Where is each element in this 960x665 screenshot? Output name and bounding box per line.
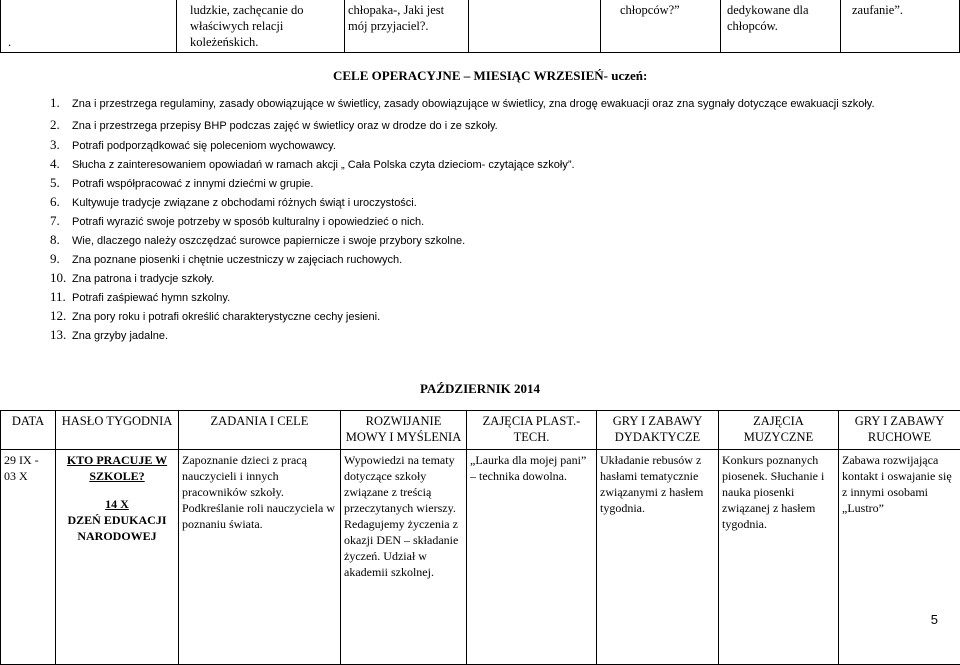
fragment-cell-2: ludzkie, zachęcanie do właściwych relacji koleżeńskich.: [190, 2, 310, 50]
objective-number: 7.: [50, 213, 72, 229]
haslo-event: DZEŃ EDUKACJI NARODOWEJ: [59, 512, 175, 544]
objective-text: Zna poznane piosenki i chętnie uczestniczy w zajęciach ruchowych.: [72, 254, 402, 266]
header-mowa: ROZWIJANIE MOWY I MYŚLENIA: [341, 411, 467, 450]
objective-item: [50, 137, 336, 154]
objective-text: Zna pory roku i potrafi określić charakterystyczne cechy jesieni.: [72, 311, 380, 323]
objective-text: Zna grzyby jadalne.: [72, 330, 168, 342]
objective-item: [50, 156, 575, 173]
objective-number: 10.: [50, 270, 72, 286]
objective-number: 2.: [50, 117, 72, 133]
table-row: [1, 450, 960, 665]
cell-date: 29 IX - 03 X: [1, 450, 56, 665]
objective-item: [50, 175, 313, 192]
cell-gry-ruchowe: Zabawa rozwijająca kontakt i oswajanie się z innymi osobami „Lustro”: [839, 450, 960, 665]
cell-mowa: Wypowiedzi na tematy dotyczące szkoły związane z treścią przeczytanych wierszy. Redagujemy życzenia z okazji DEN – składanie życzeń. Udział w akademii szkolnej.: [341, 450, 467, 665]
header-gry-dydaktyczne: GRY I ZABAWY DYDAKTYCZE: [597, 411, 719, 450]
objective-number: 11.: [50, 289, 72, 305]
objective-number: 12.: [50, 308, 72, 324]
cell-gry-dydaktyczne: Układanie rebusów z hasłami tematycznie związanymi z hasłem tygodnia.: [597, 450, 719, 665]
objective-text: Zna i przestrzega przepisy BHP podczas zajęć w świetlicy oraz w drodze do i ze szkoły.: [72, 120, 498, 132]
header-zadania: ZADANIA I CELE: [179, 411, 341, 450]
fragment-cell-5: dedykowane dla chłopców.: [727, 2, 837, 34]
objective-text: Zna patrona i tradycje szkoły.: [72, 273, 214, 285]
header-muzyczne: ZAJĘCIA MUZYCZNE: [719, 411, 839, 450]
month-plan-table: [0, 410, 960, 665]
fragment-cell-3: chłopaka-, Jaki jest mój przyjaciel?.: [348, 2, 458, 34]
objective-number: 8.: [50, 232, 72, 248]
objective-text: Potrafi zaśpiewać hymn szkolny.: [72, 292, 230, 304]
haslo-date: 14 X: [59, 496, 175, 512]
objective-number: 6.: [50, 194, 72, 210]
objective-number: 5.: [50, 175, 72, 191]
objective-item: [50, 308, 380, 325]
objective-number: 13.: [50, 327, 72, 343]
objective-text: Wie, dlaczego należy oszczędzać surowce papiernicze i swoje przybory szkolne.: [72, 235, 465, 247]
month-title: PAŹDZIERNIK 2014: [0, 381, 960, 397]
objective-text: Potrafi wyrazić swoje potrzeby w sposób kulturalny i opowiedzieć o nich.: [72, 216, 424, 228]
objective-number: 4.: [50, 156, 72, 172]
previous-table-fragment: [0, 0, 960, 52]
objective-item: [50, 251, 402, 268]
objective-item: [50, 95, 875, 112]
objective-text: Zna i przestrzega regulaminy, zasady obowiązujące w świetlicy, zasady obowiązujące w świetlicy, zna drogę ewakuacji oraz zna sygnały dotyczące ewakuacji szkoły.: [72, 98, 875, 110]
objective-item: [50, 232, 465, 249]
objective-text: Potrafi podporządkować się poleceniom wychowawcy.: [72, 140, 336, 152]
objective-item: [50, 289, 230, 306]
objective-text: Słucha z zainteresowaniem opowiadań w ramach akcji „ Cała Polska czyta dzieciom- czytające szkoły”.: [72, 159, 575, 171]
objective-item: [50, 327, 168, 344]
fragment-cell-1: .: [8, 34, 11, 50]
header-data: DATA: [1, 411, 56, 450]
header-gry-ruchowe: GRY I ZABAWY RUCHOWE: [839, 411, 960, 450]
objectives-heading: CELE OPERACYJNE – MIESIĄC WRZESIEŃ- uczeń:: [333, 68, 647, 84]
objective-number: 9.: [50, 251, 72, 267]
objective-item: [50, 194, 417, 211]
objective-text: Potrafi współpracować z innymi dziećmi w grupie.: [72, 178, 313, 190]
cell-muzyczne: Konkurs poznanych piosenek. Słuchanie i nauka piosenki związanej z hasłem tygodnia.: [719, 450, 839, 665]
objective-number: 1.: [50, 95, 72, 111]
cell-zadania: Zapoznanie dzieci z pracą nauczycieli i innych pracowników szkoły. Podkreślanie roli nauczyciela w poznaniu świata.: [179, 450, 341, 665]
objective-text: Kultywuje tradycje związane z obchodami różnych świąt i uroczystości.: [72, 197, 417, 209]
fragment-cell-4: chłopców?”: [620, 2, 680, 18]
haslo-title: KTO PRACUJE W SZKOLE?: [59, 452, 175, 484]
objective-item: [50, 117, 498, 134]
objective-item: [50, 213, 424, 230]
cell-haslo: [56, 450, 179, 665]
objective-item: [50, 270, 214, 287]
header-haslo: HASŁO TYGODNIA: [56, 411, 179, 450]
cell-plast: „Laurka dla mojej pani” – technika dowolna.: [467, 450, 597, 665]
page-number: 5: [931, 612, 938, 627]
fragment-cell-6: zaufanie”.: [852, 2, 903, 18]
objective-number: 3.: [50, 137, 72, 153]
header-plast: ZAJĘCIA PLAST.-TECH.: [467, 411, 597, 450]
table-header-row: [1, 411, 960, 450]
